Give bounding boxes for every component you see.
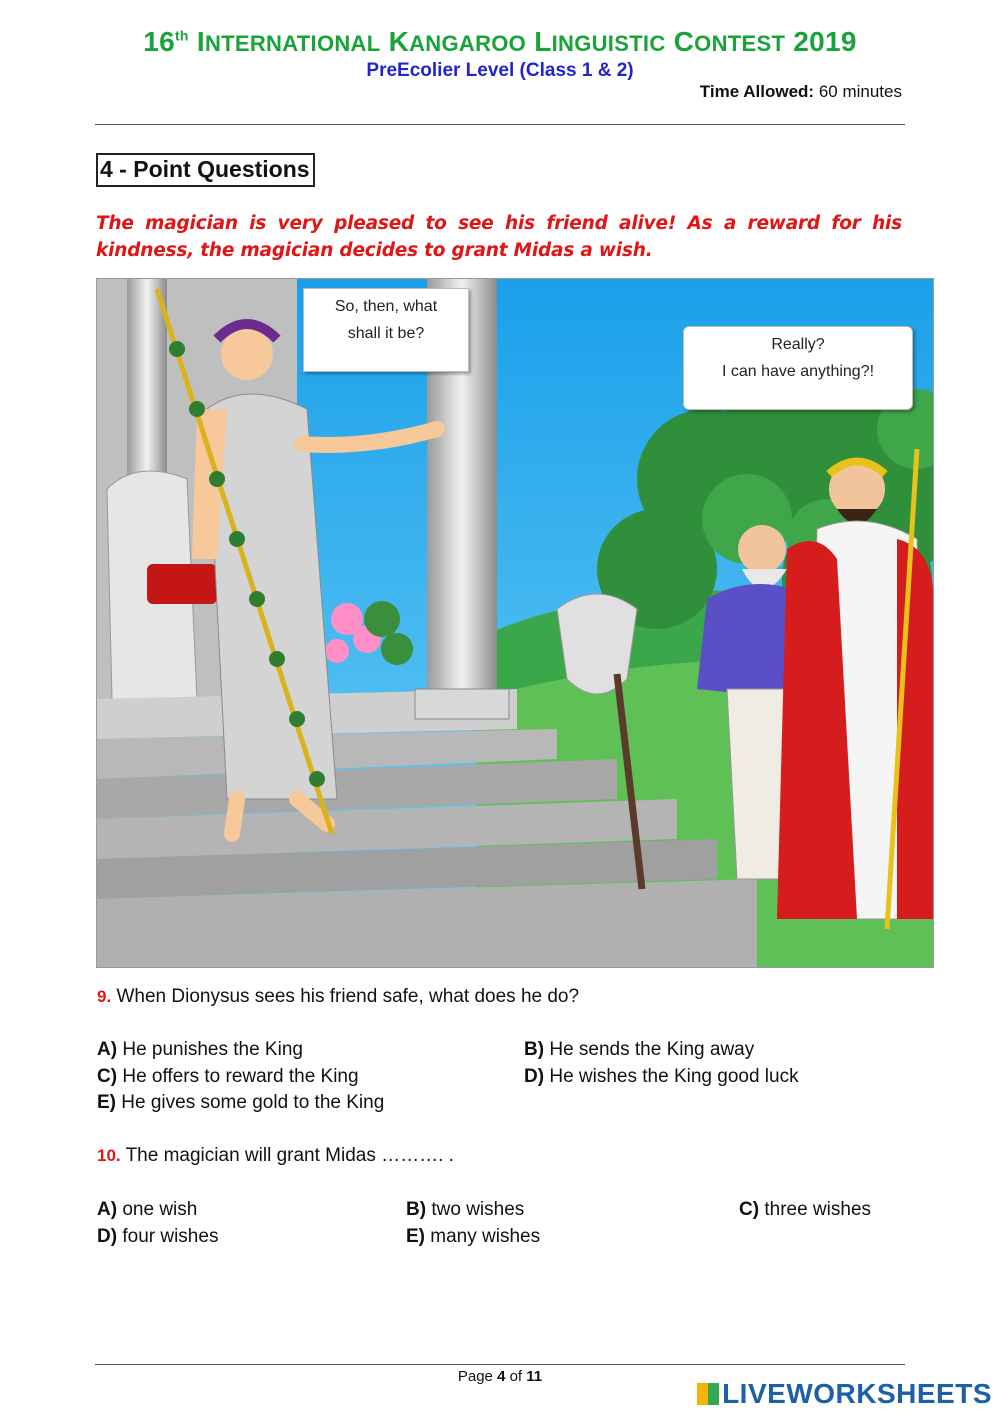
option-text: three wishes [764, 1199, 872, 1220]
question-text: The magician will grant Midas ………. . [125, 1145, 454, 1166]
page-total: 11 [526, 1368, 543, 1385]
option-10a[interactable] [97, 1197, 197, 1223]
level-subtitle: PreEcolier Level (Class 1 & 2) [366, 60, 634, 81]
question-number: 10. [97, 1146, 121, 1165]
option-text: He sends the King away [549, 1039, 755, 1060]
option-text: He gives some gold to the King [121, 1092, 385, 1113]
story-illustration [96, 278, 934, 968]
option-label: A) [97, 1199, 118, 1220]
title-word-2: KANGAROO [388, 26, 527, 57]
time-value: 60 minutes [818, 82, 902, 101]
page-current: 4 [497, 1368, 506, 1385]
option-label: B) [524, 1039, 545, 1060]
option-text: two wishes [431, 1199, 525, 1220]
question-number: 9. [97, 987, 112, 1006]
option-10c[interactable] [739, 1197, 871, 1223]
page-prefix: Page [457, 1368, 493, 1385]
speech-line: shall it be? [347, 325, 425, 342]
option-label: D) [524, 1066, 545, 1087]
option-label: A) [97, 1039, 118, 1060]
option-text: four wishes [122, 1226, 219, 1247]
option-label: E) [97, 1092, 116, 1113]
title-year: 2019 [793, 26, 857, 57]
option-9a[interactable] [97, 1037, 303, 1063]
story-intro: The magician is very pleased to see his friend alive! As a reward for his kindness, the magician decides to grant Midas a wish. [96, 213, 902, 261]
title-word-1: INTERNATIONAL [196, 26, 381, 57]
option-label: D) [97, 1226, 118, 1247]
option-text: many wishes [430, 1226, 541, 1247]
title-superscript: th [174, 27, 189, 44]
speech-bubble-dionysus [303, 288, 469, 372]
liveworksheets-logo[interactable] [697, 1378, 992, 1410]
option-label: B) [406, 1199, 427, 1220]
option-label: C) [739, 1199, 760, 1220]
question-text: When Dionysus sees his friend safe, what does he do? [116, 986, 580, 1007]
speech-line: So, then, what [334, 298, 438, 315]
option-label: C) [97, 1066, 118, 1087]
option-text: He offers to reward the King [122, 1066, 359, 1087]
option-9c[interactable] [97, 1064, 359, 1090]
option-9b[interactable] [524, 1037, 754, 1063]
title-word-4: CONTEST [673, 26, 786, 57]
title-word-3: LINGUISTIC [534, 26, 666, 57]
time-allowed [700, 82, 902, 102]
footer-divider [95, 1364, 905, 1365]
contest-title [0, 26, 1000, 58]
page-of: of [509, 1368, 523, 1385]
brand-text: LIVEWORKSHEETS [722, 1378, 992, 1409]
question-10 [97, 1143, 454, 1169]
option-text: one wish [122, 1199, 198, 1220]
speech-bubble-midas [683, 326, 913, 410]
question-9 [97, 984, 579, 1010]
option-9e[interactable] [97, 1090, 384, 1116]
header-divider [95, 124, 905, 125]
option-text: He punishes the King [122, 1039, 303, 1060]
speech-line: Really? [771, 336, 825, 353]
option-10e[interactable] [406, 1224, 540, 1250]
liveworksheets-logo-icon [697, 1383, 719, 1405]
option-text: He wishes the King good luck [549, 1066, 799, 1087]
option-10d[interactable] [97, 1224, 218, 1250]
time-label: Time Allowed: [699, 82, 815, 101]
section-title: 4 - Point Questions [96, 153, 315, 187]
option-10b[interactable] [406, 1197, 524, 1223]
option-label: E) [406, 1226, 425, 1247]
speech-line: I can have anything?! [721, 363, 875, 380]
title-number: 16 [143, 26, 175, 57]
option-9d[interactable] [524, 1064, 799, 1090]
